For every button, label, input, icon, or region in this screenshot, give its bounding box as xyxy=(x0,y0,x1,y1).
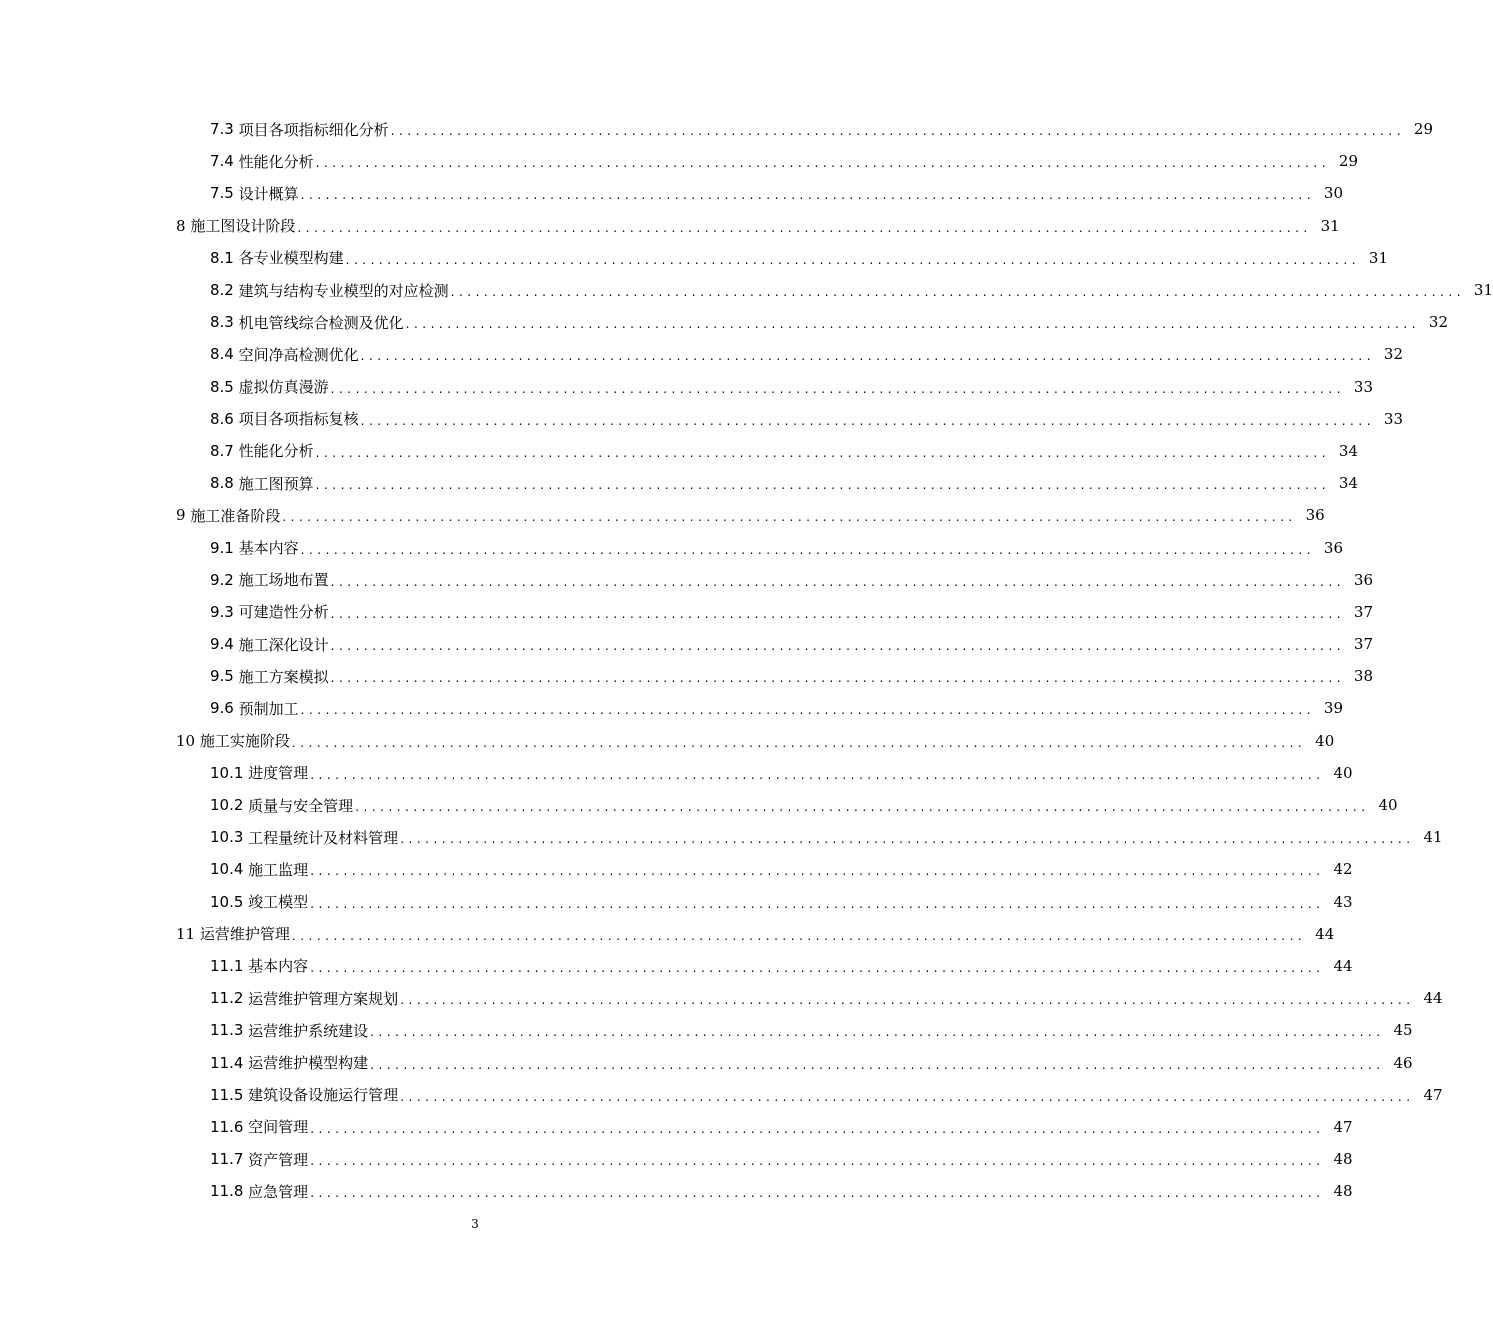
toc-dot-leader: .......................................................................................................................... xyxy=(310,960,1325,975)
toc-entry-page: 44 xyxy=(1423,989,1443,1008)
toc-entry-page: 34 xyxy=(1338,441,1359,460)
toc-dot-leader: .......................................................................................................................... xyxy=(291,735,1307,750)
toc-chapter-entry[interactable] xyxy=(0,499,1325,531)
toc-entry-page: 40 xyxy=(1315,731,1335,750)
toc-entry-title: 性能化分析 xyxy=(238,152,314,171)
toc-dot-leader: .......................................................................................................................... xyxy=(370,1057,1385,1072)
toc-entry-title: 设计概算 xyxy=(238,184,299,203)
toc-entry-title: 施工图预算 xyxy=(238,474,314,493)
toc-entry-page: 48 xyxy=(1333,1150,1353,1169)
toc-section-entry[interactable] xyxy=(0,306,1449,338)
toc-entry-page: 40 xyxy=(1378,796,1398,815)
toc-entry-title: 运营维护系统建设 xyxy=(248,1021,369,1040)
toc-entry-number: 11 xyxy=(176,924,200,943)
toc-section-entry[interactable] xyxy=(0,660,1374,692)
toc-entry-page: 37 xyxy=(1353,635,1374,654)
toc-dot-leader: .......................................................................................................................... xyxy=(315,445,1331,460)
toc-dot-leader: .......................................................................................................................... xyxy=(330,639,1346,654)
toc-entry-page: 36 xyxy=(1323,538,1344,557)
toc-entry-title: 基本内容 xyxy=(238,539,299,558)
toc-dot-leader: .......................................................................................................................... xyxy=(400,832,1415,847)
toc-chapter-entry[interactable] xyxy=(0,918,1335,950)
toc-entry-page: 29 xyxy=(1338,152,1359,171)
toc-dot-leader: .......................................................................................................................... xyxy=(315,156,1331,171)
toc-entry-page: 29 xyxy=(1413,120,1434,139)
toc-section-entry[interactable] xyxy=(0,403,1404,435)
toc-entry-title: 运营维护模型构建 xyxy=(248,1054,369,1073)
toc-section-entry[interactable] xyxy=(0,789,1398,821)
toc-entry-title: 空间净高检测优化 xyxy=(238,345,359,364)
toc-dot-leader: .......................................................................................................................... xyxy=(310,1186,1325,1201)
toc-entry-title: 各专业模型构建 xyxy=(238,249,344,268)
toc-entry-page: 40 xyxy=(1333,763,1353,782)
toc-entry-page: 46 xyxy=(1393,1053,1413,1072)
toc-section-entry[interactable] xyxy=(0,531,1344,563)
toc-dot-leader: .......................................................................................................................... xyxy=(310,1121,1325,1136)
toc-entry-number: 7.3 xyxy=(210,120,239,139)
toc-section-entry[interactable] xyxy=(0,982,1443,1014)
toc-entry-page: 32 xyxy=(1428,313,1449,332)
toc-entry-number: 11.1 xyxy=(210,956,249,975)
toc-entry-page: 31 xyxy=(1368,248,1389,267)
toc-entry-page: 48 xyxy=(1333,1182,1353,1201)
toc-entry-title: 可建造性分析 xyxy=(238,603,329,622)
toc-entry-page: 36 xyxy=(1305,506,1325,525)
toc-entry-page: 36 xyxy=(1353,570,1374,589)
toc-entry-page: 43 xyxy=(1333,892,1353,911)
toc-entry-number: 8.2 xyxy=(210,281,239,300)
toc-dot-leader: .......................................................................................................................... xyxy=(291,928,1307,943)
toc-section-entry[interactable] xyxy=(0,371,1374,403)
toc-entry-number: 10.5 xyxy=(210,892,249,911)
toc-entry-page: 44 xyxy=(1333,956,1353,975)
toc-entry-page: 33 xyxy=(1353,377,1374,396)
toc-section-entry[interactable] xyxy=(0,821,1443,853)
toc-entry-number: 9 xyxy=(176,506,191,525)
toc-entry-title: 机电管线综合检测及优化 xyxy=(238,313,404,332)
toc-dot-leader: .......................................................................................................................... xyxy=(330,574,1346,589)
toc-entry-page: 33 xyxy=(1383,409,1404,428)
toc-section-entry[interactable] xyxy=(0,1014,1413,1046)
toc-dot-leader: .......................................................................................................................... xyxy=(450,285,1466,300)
toc-section-entry[interactable] xyxy=(0,950,1353,982)
toc-entry-page: 47 xyxy=(1333,1117,1353,1136)
toc-dot-leader: .......................................................................................................................... xyxy=(400,993,1415,1008)
toc-entry-page: 42 xyxy=(1333,860,1353,879)
toc-entry-title: 建筑设备设施运行管理 xyxy=(248,1086,399,1105)
toc-section-entry[interactable] xyxy=(0,692,1344,724)
toc-entry-title: 质量与安全管理 xyxy=(248,796,354,815)
toc-dot-leader: .......................................................................................................................... xyxy=(355,800,1370,815)
toc-entry-number: 8.1 xyxy=(210,248,239,267)
toc-section-entry[interactable] xyxy=(0,467,1359,499)
toc-dot-leader: .......................................................................................................................... xyxy=(345,252,1361,267)
toc-entry-number: 8.5 xyxy=(210,377,239,396)
toc-entry-page: 45 xyxy=(1393,1021,1413,1040)
toc-entry-title: 虚拟仿真漫游 xyxy=(238,378,329,397)
toc-dot-leader: .......................................................................................................................... xyxy=(330,381,1346,396)
toc-entry-number: 10.4 xyxy=(210,860,249,879)
toc-entry-title: 应急管理 xyxy=(248,1182,309,1201)
toc-entry-number: 10.2 xyxy=(210,796,249,815)
toc-entry-title: 基本内容 xyxy=(248,957,309,976)
toc-entry-number: 9.1 xyxy=(210,538,239,557)
toc-entry-number: 8.7 xyxy=(210,441,239,460)
toc-dot-leader: .......................................................................................................................... xyxy=(315,478,1331,493)
toc-entry-title: 资产管理 xyxy=(248,1150,309,1169)
toc-dot-leader: .......................................................................................................................... xyxy=(405,317,1421,332)
toc-section-entry[interactable] xyxy=(0,274,1493,306)
toc-entry-number: 9.5 xyxy=(210,667,239,686)
toc-entry-number: 10.3 xyxy=(210,828,249,847)
toc-section-entry[interactable] xyxy=(0,596,1374,628)
toc-entry-title: 施工监理 xyxy=(248,860,309,879)
toc-entry-number: 11.2 xyxy=(210,989,249,1008)
toc-entry-number: 11.7 xyxy=(210,1150,249,1169)
toc-entry-number: 11.3 xyxy=(210,1021,249,1040)
toc-entry-title: 施工准备阶段 xyxy=(190,506,281,525)
toc-entry-title: 项目各项指标细化分析 xyxy=(238,120,389,139)
toc-entry-number: 8.8 xyxy=(210,474,239,493)
toc-section-entry[interactable] xyxy=(0,338,1404,370)
toc-section-entry[interactable] xyxy=(0,564,1374,596)
toc-chapter-entry[interactable] xyxy=(0,725,1335,757)
toc-section-entry[interactable] xyxy=(0,242,1389,274)
toc-dot-leader: .......................................................................................................................... xyxy=(330,606,1346,621)
toc-entry-title: 施工场地布置 xyxy=(238,571,329,590)
toc-entry-number: 11.5 xyxy=(210,1085,249,1104)
toc-entry-page: 38 xyxy=(1353,667,1374,686)
toc-dot-leader: .......................................................................................................................... xyxy=(330,671,1346,686)
toc-entry-number: 10.1 xyxy=(210,763,249,782)
toc-entry-page: 39 xyxy=(1323,699,1344,718)
toc-dot-leader: .......................................................................................................................... xyxy=(310,896,1325,911)
page-number: 3 xyxy=(471,1217,479,1231)
toc-entry-number: 7.5 xyxy=(210,184,239,203)
toc-section-entry[interactable] xyxy=(0,177,1344,209)
toc-entry-title: 施工方案模拟 xyxy=(238,667,329,686)
toc-dot-leader: .......................................................................................................................... xyxy=(310,864,1325,879)
toc-entry-page: 32 xyxy=(1383,345,1404,364)
toc-section-entry[interactable] xyxy=(0,1046,1413,1078)
toc-dot-leader: .......................................................................................................................... xyxy=(360,413,1376,428)
toc-dot-leader: .......................................................................................................................... xyxy=(297,220,1312,235)
toc-entry-number: 9.6 xyxy=(210,699,239,718)
toc-section-entry[interactable] xyxy=(0,886,1353,918)
toc-entry-number: 10 xyxy=(176,731,200,750)
toc-dot-leader: .......................................................................................................................... xyxy=(400,1089,1415,1104)
toc-entry-page: 31 xyxy=(1320,216,1340,235)
toc-entry-number: 8.3 xyxy=(210,313,239,332)
toc-chapter-entry[interactable] xyxy=(0,210,1340,242)
toc-entry-number: 11.4 xyxy=(210,1053,249,1072)
toc-entry-number: 11.6 xyxy=(210,1117,249,1136)
toc-entry-page: 41 xyxy=(1423,828,1443,847)
toc-section-entry[interactable] xyxy=(0,435,1359,467)
toc-entry-title: 施工实施阶段 xyxy=(199,732,290,751)
toc-entry-page: 44 xyxy=(1315,924,1335,943)
toc-entry-title: 项目各项指标复核 xyxy=(238,410,359,429)
toc-dot-leader: .......................................................................................................................... xyxy=(300,703,1316,718)
toc-entry-page: 34 xyxy=(1338,474,1359,493)
toc-section-entry[interactable] xyxy=(0,853,1353,885)
toc-entry-title: 运营维护管理方案规划 xyxy=(248,989,399,1008)
toc-dot-leader: .......................................................................................................................... xyxy=(310,1154,1325,1169)
toc-dot-leader: .......................................................................................................................... xyxy=(300,188,1316,203)
toc-section-entry[interactable] xyxy=(0,628,1374,660)
toc-section-entry[interactable] xyxy=(0,757,1353,789)
toc-section-entry[interactable] xyxy=(0,1111,1353,1143)
toc-entry-number: 8.6 xyxy=(210,409,239,428)
toc-section-entry[interactable] xyxy=(0,113,1434,145)
toc-entry-number: 8.4 xyxy=(210,345,239,364)
toc-entry-title: 性能化分析 xyxy=(238,442,314,461)
toc-dot-leader: .......................................................................................................................... xyxy=(370,1025,1385,1040)
toc-entry-title: 空间管理 xyxy=(248,1118,309,1137)
toc-entry-title: 工程量统计及材料管理 xyxy=(248,828,399,847)
toc-entry-title: 运营维护管理 xyxy=(199,925,290,944)
toc-section-entry[interactable] xyxy=(0,1079,1443,1111)
toc-dot-leader: .......................................................................................................................... xyxy=(390,124,1406,139)
toc-section-entry[interactable] xyxy=(0,1143,1353,1175)
toc-entry-number: 7.4 xyxy=(210,152,239,171)
toc-entry-page: 47 xyxy=(1423,1085,1443,1104)
table-of-contents xyxy=(0,113,1493,1207)
toc-entry-number: 9.2 xyxy=(210,570,239,589)
toc-entry-title: 预制加工 xyxy=(238,699,299,718)
toc-dot-leader: .......................................................................................................................... xyxy=(310,767,1325,782)
toc-entry-page: 37 xyxy=(1353,602,1374,621)
toc-entry-page: 31 xyxy=(1473,281,1493,300)
toc-section-entry[interactable] xyxy=(0,145,1359,177)
toc-entry-title: 施工图设计阶段 xyxy=(190,217,296,236)
toc-entry-title: 进度管理 xyxy=(248,764,309,783)
toc-entry-number: 9.4 xyxy=(210,635,239,654)
toc-entry-number: 9.3 xyxy=(210,602,239,621)
toc-entry-number: 11.8 xyxy=(210,1182,249,1201)
toc-section-entry[interactable] xyxy=(0,1175,1353,1207)
toc-entry-number: 8 xyxy=(176,216,191,235)
toc-entry-title: 竣工模型 xyxy=(248,893,309,912)
toc-entry-title: 施工深化设计 xyxy=(238,635,329,654)
toc-entry-page: 30 xyxy=(1323,184,1344,203)
toc-dot-leader: .......................................................................................................................... xyxy=(360,349,1376,364)
toc-entry-title: 建筑与结构专业模型的对应检测 xyxy=(238,281,449,300)
toc-dot-leader: .......................................................................................................................... xyxy=(300,542,1316,557)
toc-dot-leader: .......................................................................................................................... xyxy=(282,510,1297,525)
